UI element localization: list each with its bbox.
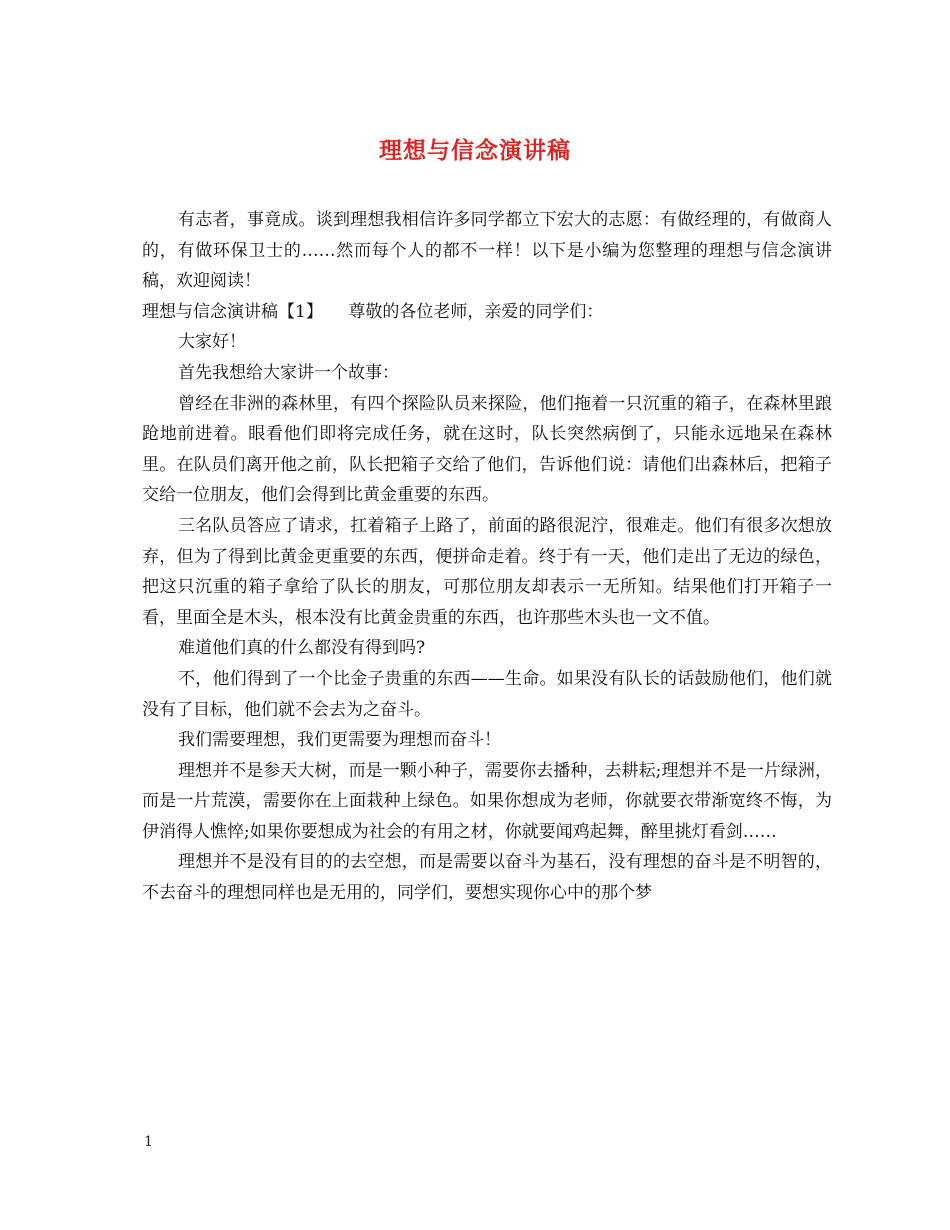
- paragraph-hello: 大家好！: [178, 332, 246, 353]
- document-title: 理想与信念演讲稿: [379, 137, 571, 164]
- paragraph-intro: 有志者，事竟成。谈到理想我相信许多同学都立下宏大的志愿：有做经理的，有做商人的，有做环保卫士的……然而每个人的都不一样！以下是小编为您整理的理想与信念演讲稿，欢迎阅读！: [142, 210, 832, 292]
- paragraph-heading-greeting: 理想与信念演讲稿【1】 尊敬的各位老师，亲爱的同学们：: [142, 301, 604, 322]
- paragraph-need-ideals: 我们需要理想，我们更需要为理想而奋斗！: [178, 730, 501, 751]
- paragraph-question: 难道他们真的什么都没有得到吗?: [178, 638, 426, 659]
- paragraph-story-2: 三名队员答应了请求，扛着箱子上路了，前面的路很泥泞，很难走。他们有很多次想放弃，但为了得到比黄金更重要的东西，便拼命走着。终于有一天，他们走出了无边的绿色，把这只沉重的箱子拿给了队长的朋友，可那位朋友却表示一无所知。结果他们打开箱子一看，里面全是木头，根本没有比黄金贵重的东西，也许那些木头也一文不值。: [142, 515, 832, 628]
- paragraph-story-1: 曾经在非洲的森林里，有四个探险队员来探险，他们拖着一只沉重的箱子，在森林里踉跄地前进着。眼看他们即将完成任务，就在这时，队长突然病倒了，只能永远地呆在森林里。在队员们离开他之前，队长把箱子交给了他们，告诉他们说：请他们出森林后，把箱子交给一位朋友，他们会得到比黄金重要的东西。: [142, 393, 832, 506]
- paragraph-ideal-struggle: 理想并不是没有目的的去空想，而是需要以奋斗为基石，没有理想的奋斗是不明智的，不去奋斗的理想同样也是无用的，同学们，要想实现你心中的那个梦: [142, 852, 832, 904]
- paragraph-ideal-seed: 理想并不是参天大树，而是一颗小种子，需要你去播种，去耕耘;理想并不是一片绿洲，而是一片荒漠，需要你在上面栽种上绿色。如果你想成为老师，你就要衣带渐宽终不悔，为伊消得人憔悴;如果你要想成为社会的有用之材，你就要闻鸡起舞，醉里挑灯看剑……: [142, 760, 832, 842]
- page-number: 1: [144, 1134, 153, 1150]
- document-body: [142, 205, 832, 909]
- paragraph-answer: 不，他们得到了一个比金子贵重的东西——生命。如果没有队长的话鼓励他们，他们就没有了目标，他们就不会去为之奋斗。: [142, 668, 832, 720]
- paragraph-story-lead: 首先我想给大家讲一个故事：: [178, 362, 399, 383]
